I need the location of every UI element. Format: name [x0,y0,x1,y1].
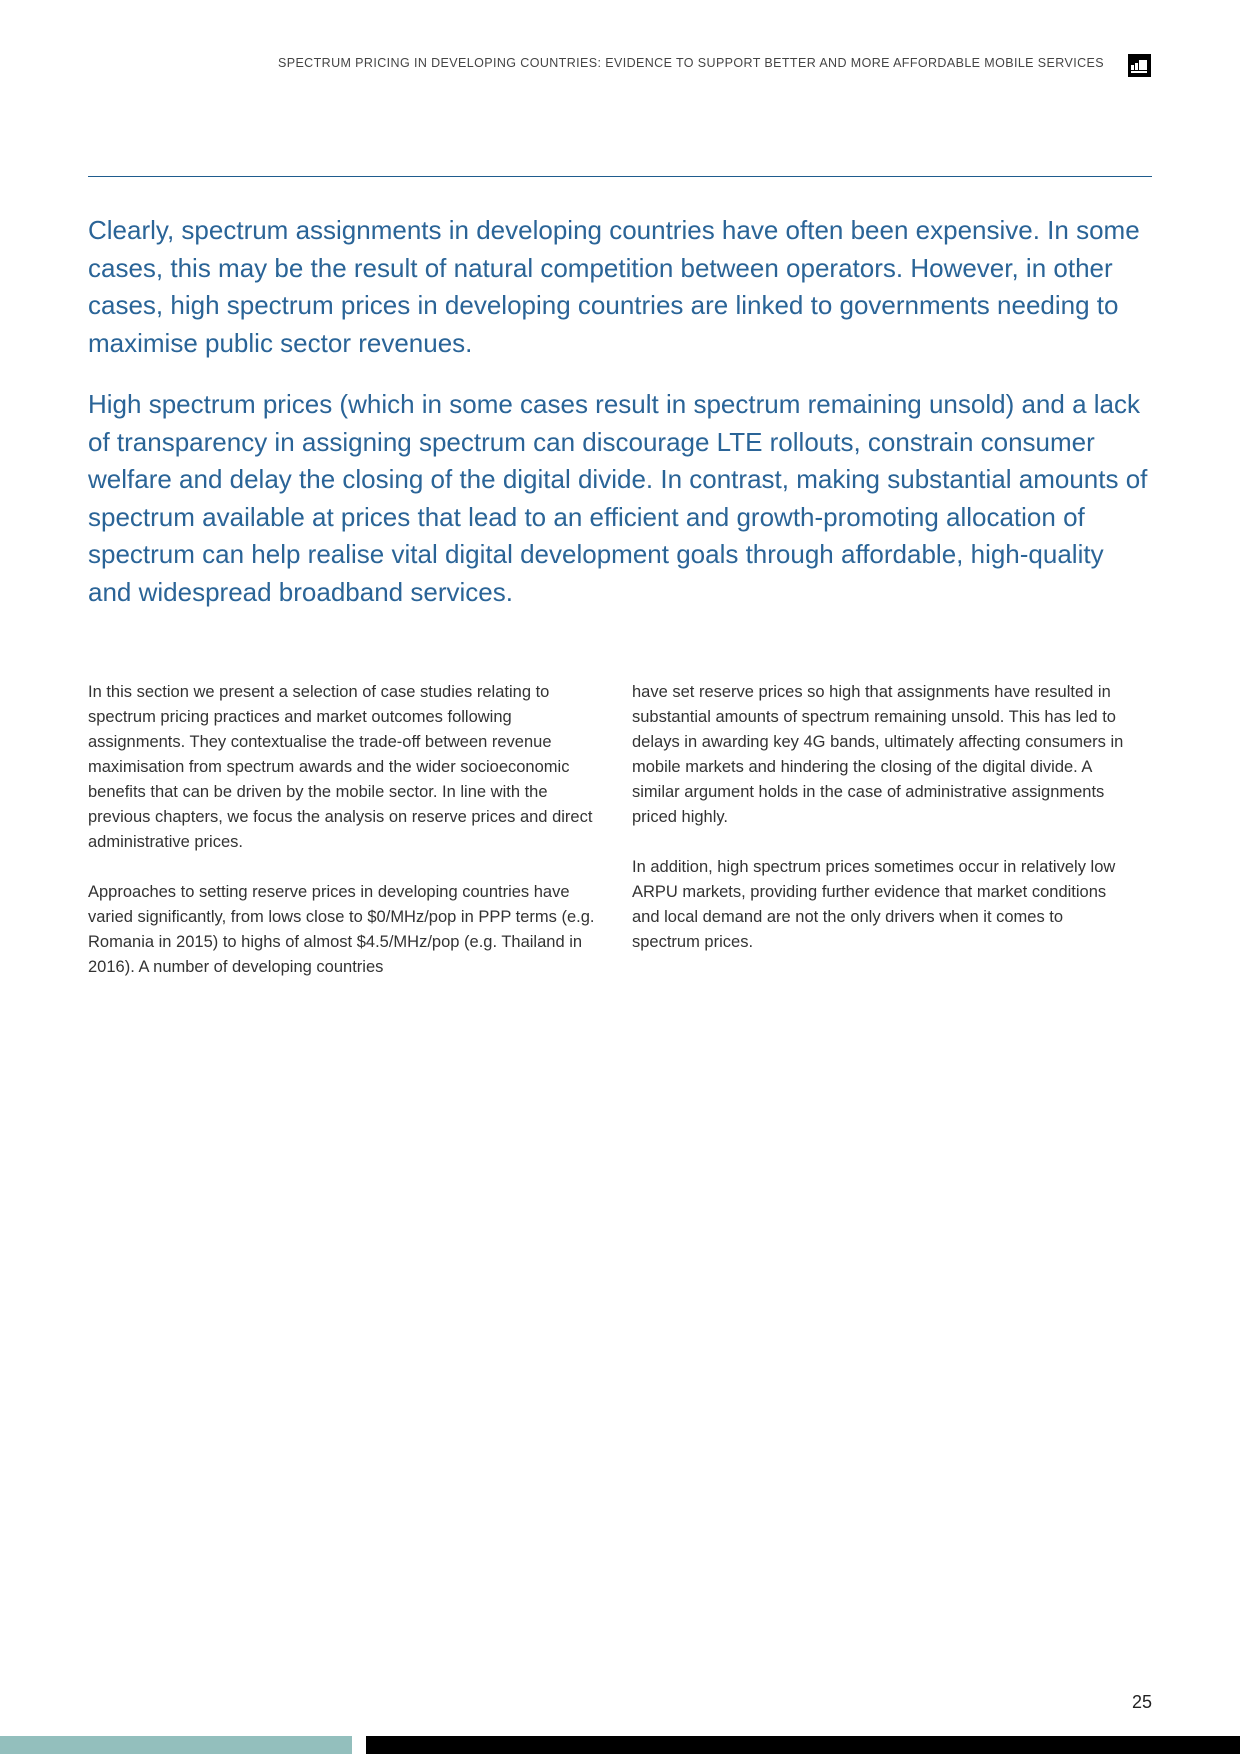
body-column-right [632,680,1132,980]
footer-bar-black [366,1736,1240,1754]
body-paragraph: In this section we present a selection of case studies relating to spectrum pricing practices and market outcomes following assignments. They contextualise the trade-off between revenue maximisation from spectrum awards and the wider socioeconomic benefits that can be driven by the mobile sector. In line with the previous chapters, we focus the analysis on reserve prices and direct administrative prices. [88,683,593,851]
running-header: SPECTRUM PRICING IN DEVELOPING COUNTRIES: EVIDENCE TO SUPPORT BETTER AND MORE AFFORDABLE MOBILE SERVICES [277,56,1104,70]
body-paragraph: Approaches to setting reserve prices in developing countries have varied significantly, from lows close to $0/MHz/pop in PPP terms (e.g. Romania in 2015) to highs of almost $4.5/MHz/pop (e.g. Thailand in 2016). A number of developing countries [88,883,595,976]
page-number: 25 [1131,1692,1152,1712]
lead-paragraph-2: High spectrum prices (which in some cases result in spectrum remaining unsold) and a lack of transparency in assigning spectrum can discourage LTE rollouts, constrain consumer welfare and delay the closing of the digital divide. In contrast, making substantial amounts of spectrum available at prices that lead to an efficient and growth-promoting allocation of spectrum can help realise vital digital development goals through affordable, high-quality and widespread broadband services. [88,389,1148,607]
lead-paragraph-1: Clearly, spectrum assignments in developing countries have often been expensive. In some cases, this may be the result of natural competition between operators. However, in other cases, high spectrum prices in developing countries are linked to governments needing to maximise public sector revenues. [88,215,1140,358]
gsma-logo-icon [1128,54,1151,77]
body-paragraph: have set reserve prices so high that assignments have resulted in substantial amounts of spectrum remaining unsold. This has led to delays in awarding key 4G bands, ultimately affecting consumers in mobile markets and hindering the closing of the digital divide. A similar argument holds in the case of administrative assignments priced highly. [632,683,1124,826]
body-paragraph: In addition, high spectrum prices sometimes occur in relatively low ARPU markets, providing further evidence that market conditions and local demand are not the only drivers when it comes to spectrum prices. [632,858,1116,951]
body-column-left [88,680,598,1005]
footer-bar-teal [0,1736,352,1754]
section-divider [88,176,1152,177]
